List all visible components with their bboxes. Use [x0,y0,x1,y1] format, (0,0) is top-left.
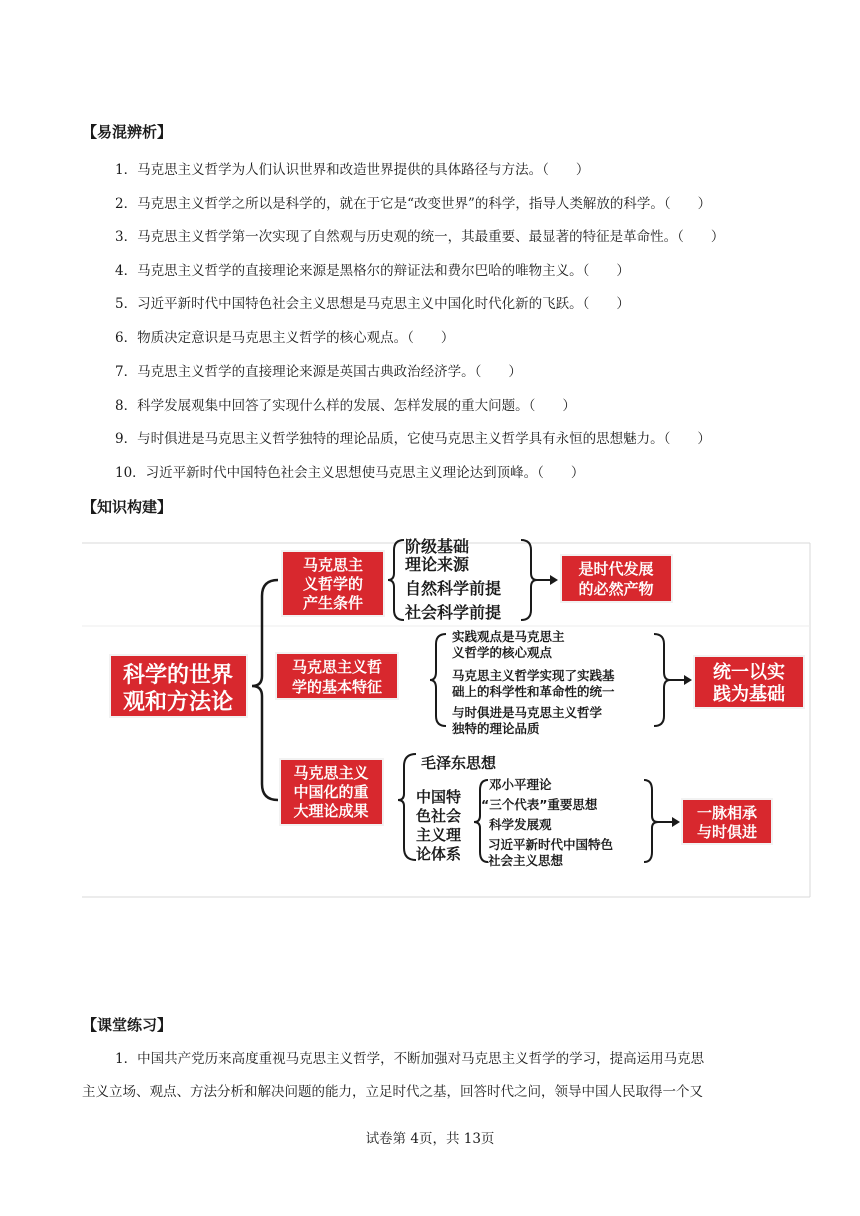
branch2-item-3a: 与时俱进是马克思主义哲学 [452,705,603,720]
root-label-2: 观和方法论 [122,690,234,715]
knowledge-heading: 【知识构建】 [82,498,173,516]
branch1-result-1: 是时代发展 [578,560,654,578]
branch3-system-2: 色社会 [416,807,462,825]
branch3-sub-4b: 社会主义思想 [488,853,564,868]
branch2-title-1: 马克思主义哲 [291,658,383,676]
branch1-item-2: 理论来源 [405,555,470,574]
branch2-item-3b: 独特的理论品质 [452,721,540,736]
confusion-item-10: 10．习近平新时代中国特色社会主义思想使马克思主义理论达到顶峰。（ ） [115,465,585,481]
branch1-item-4: 社会科学前提 [405,603,502,622]
confusion-item-9: 9．与时俱进是马克思主义哲学独特的理论品质，它使马克思主义哲学具有永恒的思想魅力。（ ） [115,431,711,447]
root-brace [252,580,278,800]
branch3-sub-2: “三个代表”重要思想 [481,797,598,812]
branch3-title-3: 大理论成果 [293,802,369,820]
branch3-close-brace [644,780,658,862]
branch2-result-1: 统一以实 [713,662,785,683]
branch3-system-3: 主义理 [416,826,462,844]
page-footer: 试卷第 4页，共 13页 [365,1131,495,1147]
branch3-sub-1: 邓小平理论 [489,777,552,792]
confusion-item-1: 1．马克思主义哲学为人们认识世界和改造世界提供的具体路径与方法。（ ） [115,162,590,178]
branch2-item-2b: 础上的科学性和革命性的统一 [452,684,615,699]
confusion-item-6: 6．物质决定意识是马克思主义哲学的核心观点。（ ） [115,330,455,346]
branch3-title-1: 马克思主义 [293,764,369,782]
root-label-1: 科学的世界 [122,663,234,688]
branch1-close-brace [521,540,537,620]
confusion-item-2: 2．马克思主义哲学之所以是科学的，就在于它是“改变世界”的科学，指导人类解放的科学。（ ） [115,196,712,212]
confusion-item-3: 3．马克思主义哲学第一次实现了自然观与历史观的统一，其最重要、最显著的特征是革命性。（ ） [115,229,725,245]
branch1-title-1: 马克思主 [302,556,364,574]
branch3-system-4: 论体系 [416,845,462,863]
practice-line-2: 主义立场、观点、方法分析和解决问题的能力，立足时代之基，回答时代之问，领导中国人民取得一个又 [82,1084,703,1100]
branch2-item-2a: 马克思主义哲学实现了实践基 [452,668,615,683]
confusion-item-5: 5．习近平新时代中国特色社会主义思想是马克思主义中国化时代化新的飞跃。（ ） [115,296,630,312]
branch1-result-2: 的必然产物 [578,580,654,598]
branch2-arrow-head [684,675,692,685]
branch3-item-mao: 毛泽东思想 [421,754,497,772]
branch2-item-1b: 义哲学的核心观点 [452,645,553,660]
branch2-item-1a: 实践观点是马克思主 [452,629,565,644]
branch3-system-1: 中国特 [416,788,462,806]
branch1-item-1: 阶级基础 [405,537,470,556]
branch2-result-2: 践为基础 [713,684,785,705]
branch1-title-3: 产生条件 [302,594,364,612]
branch2-title-2: 学的基本特征 [291,678,383,696]
branch3-brace [398,754,416,860]
branch3-arrow-head [672,817,680,827]
branch3-result-2: 与时俱进 [696,823,758,841]
confusion-heading: 【易混辨析】 [82,123,173,141]
branch3-result-1: 一脉相承 [696,804,758,822]
branch3-sub-brace [474,780,488,862]
branch1-title-2: 义哲学的 [302,575,364,593]
confusion-item-7: 7．马克思主义哲学的直接理论来源是英国古典政治经济学。（ ） [115,364,522,380]
branch2-brace [430,634,446,726]
confusion-item-4: 4．马克思主义哲学的直接理论来源是黑格尔的辩证法和费尔巴哈的唯物主义。（ ） [115,263,630,279]
branch1-arrow-head [550,575,558,585]
branch3-sub-4a: 习近平新时代中国特色 [488,837,614,852]
branch1-item-3: 自然科学前提 [405,579,502,598]
branch3-title-2: 中国化的重 [293,783,369,801]
practice-heading: 【课堂练习】 [82,1016,173,1034]
branch1-brace [388,540,404,620]
branch2-close-brace [654,634,670,726]
branch3-sub-3: 科学发展观 [489,817,552,832]
confusion-item-8: 8．科学发展观集中回答了实现什么样的发展、怎样发展的重大问题。（ ） [115,398,576,414]
practice-line-1: 1．中国共产党历来高度重视马克思主义哲学，不断加强对马克思主义哲学的学习，提高运用马克思 [115,1051,705,1067]
